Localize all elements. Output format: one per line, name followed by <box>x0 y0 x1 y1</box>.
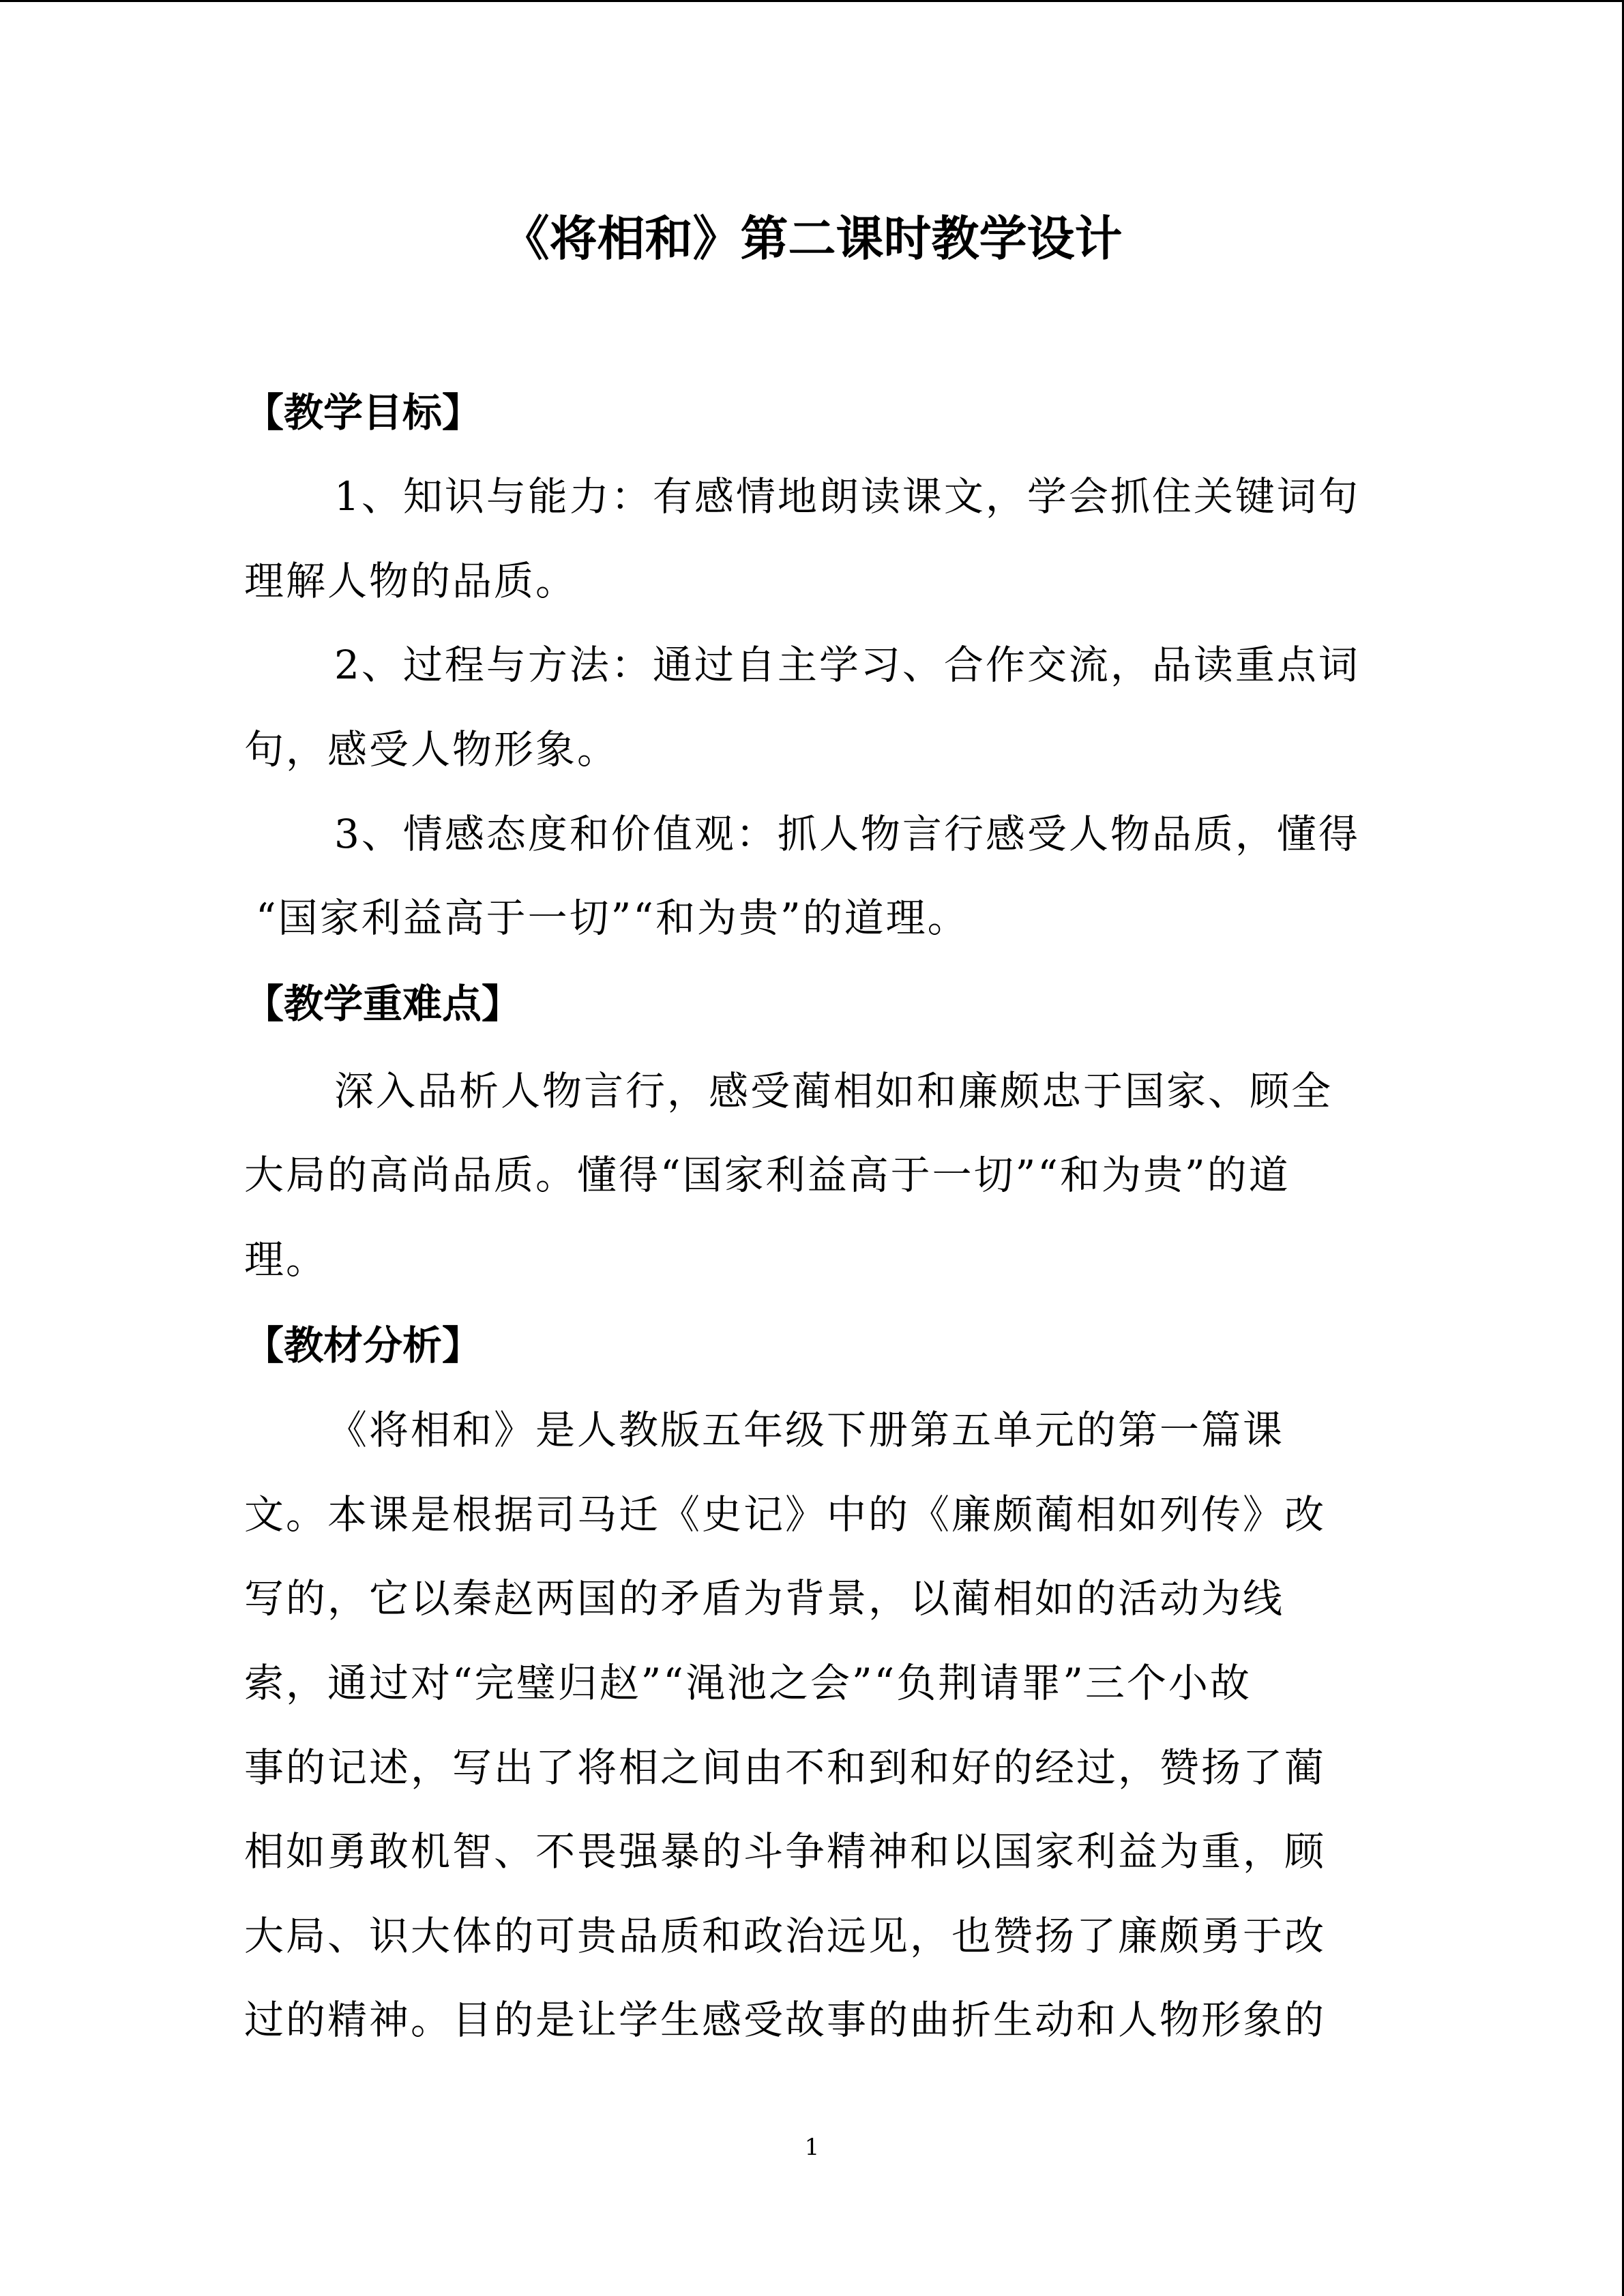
objectives-line-1: 1、知识与能力：有感情地朗读课文，学会抓住关键词句 <box>334 473 1360 520</box>
objectives-line-4: 句，感受人物形象。 <box>244 726 619 773</box>
analysis-line-8: 过的精神。目的是让学生感受故事的曲折生动和人物形象的 <box>244 1997 1327 2043</box>
analysis-line-7: 大局、识大体的可贵品质和政治远见，也赞扬了廉颇勇于改 <box>244 1913 1327 1959</box>
analysis-line-3: 写的，它以秦赵两国的矛盾为背景，以蔺相如的活动为线 <box>244 1575 1285 1622</box>
heading-analysis: 【教材分析】 <box>244 1322 482 1369</box>
document-title: 《将相和》第二课时教学设计 <box>501 211 1123 267</box>
key-points-line-1: 深入品析人物言行，感受蔺相如和廉颇忠于国家、顾全 <box>334 1068 1333 1114</box>
heading-objectives: 【教学目标】 <box>244 389 482 436</box>
key-points-line-3: 理。 <box>244 1236 328 1283</box>
objectives-line-6: “国家利益高于一切”“和为贵”的道理。 <box>256 895 969 941</box>
top-border-rule <box>0 0 1624 2</box>
analysis-line-5: 事的记述，写出了将相之间由不和到和好的经过，赞扬了蔺 <box>244 1744 1327 1791</box>
key-points-line-2: 大局的高尚品质。懂得“国家利益高于一切”“和为贵”的道 <box>244 1152 1290 1198</box>
analysis-line-1: 《将相和》是人教版五年级下册第五单元的第一篇课 <box>327 1407 1285 1453</box>
objectives-line-3: 2、过程与方法：通过自主学习、合作交流，品读重点词 <box>334 642 1360 688</box>
analysis-line-4: 索，通过对“完璧归赵”“渑池之会”“负荆请罪”三个小故 <box>244 1660 1252 1706</box>
page-number: 1 <box>804 2134 820 2161</box>
analysis-line-2: 文。本课是根据司马迁《史记》中的《廉颇蔺相如列传》改 <box>244 1491 1327 1538</box>
analysis-line-6: 相如勇敢机智、不畏强暴的斗争精神和以国家利益为重，顾 <box>244 1828 1327 1875</box>
heading-key-points: 【教学重难点】 <box>244 981 522 1027</box>
objectives-line-2: 理解人物的品质。 <box>244 558 578 604</box>
objectives-line-5: 3、情感态度和价值观：抓人物言行感受人物品质，懂得 <box>334 811 1360 857</box>
